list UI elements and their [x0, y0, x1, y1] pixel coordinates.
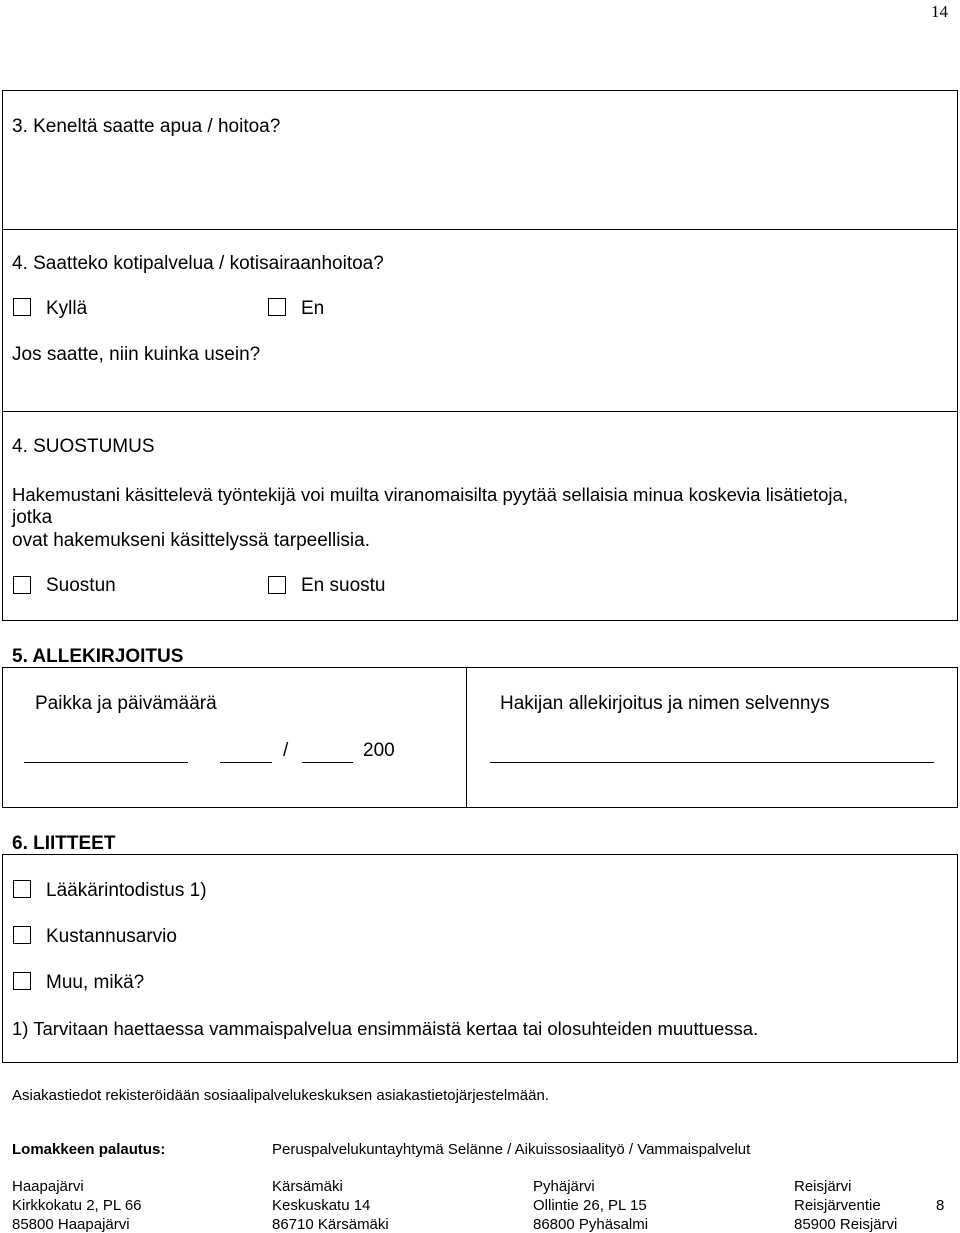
attachment-cost-estimate: Kustannusarvio — [46, 926, 177, 947]
signature-field-line[interactable] — [490, 762, 934, 763]
office-reisjarvi-street: Reisjärventie — [794, 1197, 881, 1214]
signature-box — [2, 667, 958, 808]
attachment-other: Muu, mikä? — [46, 972, 145, 993]
office-pyhajarvi-name: Pyhäjärvi — [533, 1178, 595, 1195]
checkbox-other[interactable] — [13, 972, 31, 990]
attachments-heading: 6. LIITTEET — [12, 833, 116, 854]
office-karsamaki-name: Kärsämäki — [272, 1178, 343, 1195]
checkbox-yes[interactable] — [13, 298, 31, 316]
year-prefix: 200 — [363, 740, 395, 761]
option-disagree-label: En suostu — [301, 575, 386, 596]
office-haapajarvi-name: Haapajärvi — [12, 1178, 84, 1195]
office-haapajarvi-street: Kirkkokatu 2, PL 66 — [12, 1197, 142, 1214]
day-field-line[interactable] — [220, 762, 272, 763]
return-organization: Peruspalvelukuntayhtymä Selänne / Aikuissosiaalityö / Vammaispalvelut — [272, 1141, 751, 1158]
option-agree-label: Suostun — [46, 575, 116, 596]
office-haapajarvi-postal: 85800 Haapajärvi — [12, 1216, 130, 1233]
option-yes-label: Kyllä — [46, 298, 88, 319]
checkbox-no[interactable] — [268, 298, 286, 316]
office-reisjarvi-postal: 85900 Reisjärvi — [794, 1216, 898, 1233]
month-field-line[interactable] — [302, 762, 353, 763]
office-pyhajarvi-postal: 86800 Pyhäsalmi — [533, 1216, 649, 1233]
signature-divider — [466, 667, 467, 808]
attachment-medical-certificate: Lääkärintodistus 1) — [46, 880, 207, 901]
checkbox-cost-estimate[interactable] — [13, 926, 31, 944]
place-field-line[interactable] — [24, 762, 188, 763]
frequency-question-label: Jos saatte, niin kuinka usein? — [12, 344, 261, 365]
question-3-box — [2, 90, 958, 230]
office-reisjarvi-name: Reisjärvi — [794, 1178, 852, 1195]
option-no-label: En — [301, 298, 325, 319]
consent-heading: 4. SUOSTUMUS — [12, 436, 155, 457]
consent-text-line1: Hakemustani käsittelevä työntekijä voi muilta viranomaisilta pyytää sellaisia minua koskevia lisätietoja, — [12, 484, 848, 505]
signature-label: Hakijan allekirjoitus ja nimen selvennys — [500, 693, 830, 714]
place-date-label: Paikka ja päivämäärä — [35, 693, 217, 714]
question-3-label: 3. Keneltä saatte apua / hoitoa? — [12, 116, 281, 137]
consent-text-line3: ovat hakemukseni käsittelyssä tarpeellisia. — [12, 530, 371, 551]
checkbox-medical-certificate[interactable] — [13, 880, 31, 898]
checkbox-disagree[interactable] — [268, 576, 286, 594]
consent-text-line2: jotka — [12, 507, 53, 528]
return-label: Lomakkeen palautus: — [12, 1141, 166, 1158]
page-number: 14 — [931, 2, 948, 21]
question-4-label: 4. Saatteko kotipalvelua / kotisairaanhoitoa? — [12, 253, 384, 274]
office-pyhajarvi-street: Ollintie 26, PL 15 — [533, 1197, 647, 1214]
registry-note: Asiakastiedot rekisteröidään sosiaalipalvelukeskuksen asiakastietojärjestelmään. — [12, 1087, 549, 1104]
office-karsamaki-street: Keskuskatu 14 — [272, 1197, 371, 1214]
office-reisjarvi-street-number: 8 — [936, 1197, 945, 1214]
checkbox-agree[interactable] — [13, 576, 31, 594]
date-separator: / — [283, 740, 289, 761]
office-karsamaki-postal: 86710 Kärsämäki — [272, 1216, 389, 1233]
signature-heading: 5. ALLEKIRJOITUS — [12, 646, 184, 667]
attachments-footnote: 1) Tarvitaan haettaessa vammaispalvelua ensimmäistä kertaa tai olosuhteiden muuttuessa. — [12, 1018, 759, 1039]
